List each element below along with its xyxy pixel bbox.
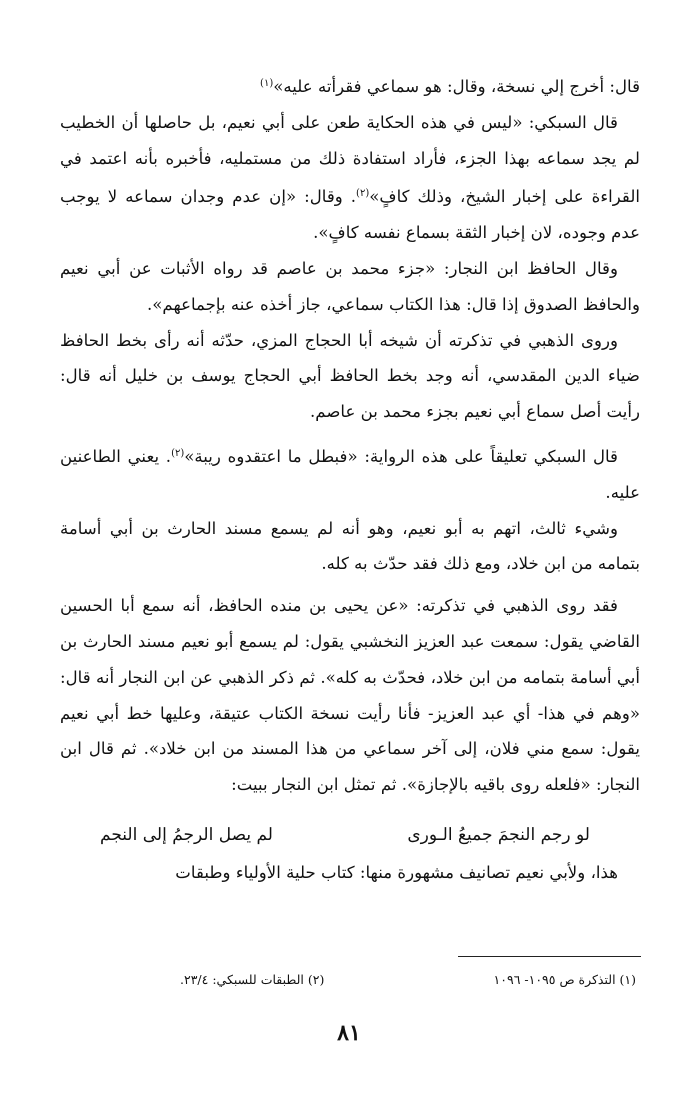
- paragraph-4-text: وروى الذهبي في تذكرته أن شيخه أبا الحجاج المزي، حدّثه أنه رأى بخط الحافظ ضياء الدين المقدسي، أنه وجد بخط الحافظ أبي الحجاج يوسف بن خليل أنه قال: رأيت أصل سماع أبي نعيم بجزء محمد بن عاصم.: [60, 330, 640, 422]
- paragraph-5-text: قال السبكي تعليقاً على هذه الرواية: «فبطل ما اعتقدوه ريبة»: [184, 446, 618, 466]
- footnote-ref-2: (٢): [356, 188, 370, 200]
- paragraph-6-text: وشيء ثالث، اتهم به أبو نعيم، وهو أنه لم يسمع مسند الحارث بن أبي أسامة بتمامه من ابن خلاد، ومع ذلك فقد حدّث به كله.: [60, 518, 640, 574]
- paragraph-1: [60, 66, 640, 105]
- poem-verse: [60, 815, 640, 855]
- closing-line-text: هذا، ولأبي نعيم تصانيف مشهورة منها: كتاب حلية الأولياء وطبقات: [175, 862, 618, 882]
- paragraph-3: [60, 251, 640, 323]
- page-number: ٨١: [337, 1020, 361, 1046]
- footnote-ref-1: (١): [260, 78, 274, 89]
- paragraph-5: [60, 436, 640, 511]
- paragraph-6: [60, 511, 640, 583]
- paragraph-1-text: قال: أخرج إلي نسخة، وقال: هو سماعي فقرأته عليه»: [273, 77, 640, 96]
- poem-first-hemistich: لو رجم النجمَ جميعُ الـورى: [407, 824, 590, 845]
- paragraph-2: [60, 105, 640, 251]
- footnote-2: (٢) الطبقات للسبكي: ٢٣/٤.: [180, 972, 325, 987]
- paragraph-4: [60, 323, 640, 430]
- closing-line: [60, 855, 640, 891]
- paragraph-5-tail: . يعني الطاعنين عليه.: [60, 446, 640, 502]
- footnotes: [60, 970, 640, 990]
- paragraph-7: [60, 588, 640, 803]
- main-text: [60, 66, 640, 891]
- paragraph-2-tail: . وقال: «إن عدم وجدان سماعه لا يوجب عدم وجوده، لان إخبار الثقة بسماع نفسه كافٍ».: [60, 187, 640, 243]
- paragraph-7-text: فقد روى الذهبي في تذكرته: «عن يحيى بن منده الحافظ، أنه سمع أبا الحسين القاضي يقول: سمعت عبد العزيز النخشبي يقول: لم يسمع أبو نعيم مسند الحارث بن أبي أسامة بتمامه من ابن خلاد، فحدّث به كله». ثم ذكر الذهبي عن ابن النجار أنه قال: «وهم في هذا- أي عبد العزيز- فأنا رأيت نسخة الكتاب عتيقة، وعليها خط أبي نعيم يقول: سمع مني فلان، إلى آخر سماعي من هذا المسند من ابن خلاد». ثم قال ابن النجار: «فلعله روى باقيه بالإجازة». ثم تمثل ابن النجار ببيت:: [60, 596, 640, 795]
- footnote-1: (١) التذكرة ص ١٠٩٥- ١٠٩٦: [493, 972, 636, 987]
- paragraph-2-text: قال السبكي: «ليس في هذه الحكاية طعن على أبي نعيم، بل حاصلها أن الخطيب لم يجد سماعه بهذا الجزء، فأراد استفادة ذلك من مستمليه، فأخبره بأنه اعتمد في القراءة على إخبار الشيخ، وذلك كافٍ»: [60, 112, 640, 207]
- poem-second-hemistich: لم يصل الرجمُ إلى النجم: [100, 824, 273, 845]
- footnote-divider: [458, 956, 641, 957]
- paragraph-3-text: وقال الحافظ ابن النجار: «جزء محمد بن عاصم قد رواه الأثبات عن أبي نعيم والحافظ الصدوق إذا قال: هذا الكتاب سماعي، جاز أخذه عنه بإجماعهم».: [60, 258, 640, 314]
- footnote-ref-3: (٢): [171, 447, 185, 459]
